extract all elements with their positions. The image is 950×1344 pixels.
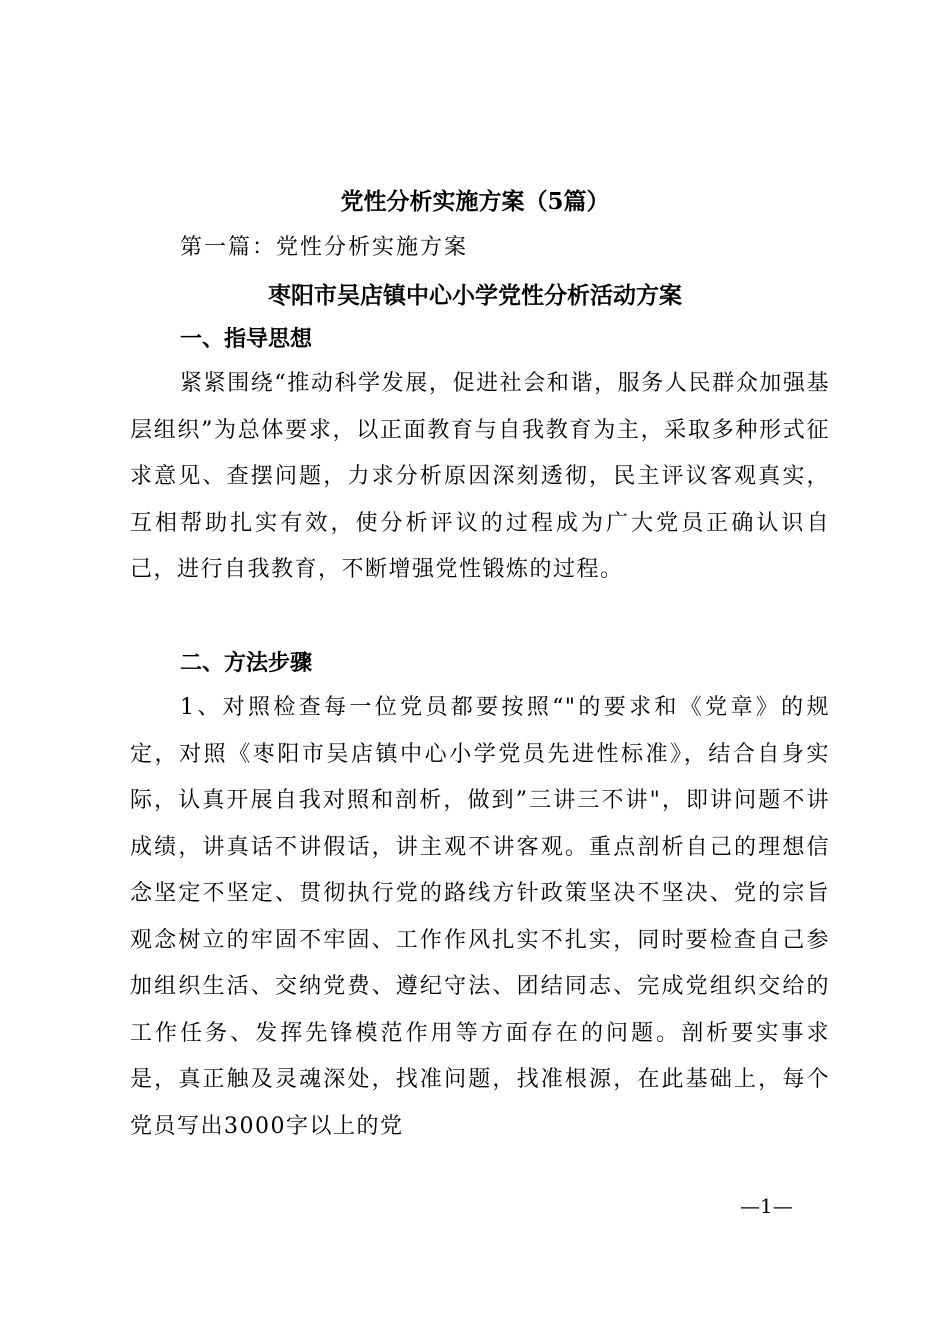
- paragraph-guiding-ideology: 紧紧围绕“推动科学发展，促进社会和谐，服务人民群众加强基层组织”为总体要求，以正面教育与自我教育为主，采取多种形式征求意见、查摆问题，力求分析原因深刻透彻，民主评议客观真实，互相帮助扎实有效，使分析评议的过程成为广大党员正确认识自己，进行自我教育，不断增强党性锻炼的过程。: [130, 371, 830, 582]
- document-subtitle: 第一篇：党性分析实施方案: [180, 235, 469, 260]
- paragraph-methods-steps: 1、对照检查每一位党员都要按照“"的要求和《党章》的规定，对照《枣阳市吴店镇中心小学党员先进性标准》，结合自身实际，认真开展自我对照和剖析，做到”三讲三不讲"，即讲问题不讲成绩，讲真话不讲假话，讲主观不讲客观。重点剖析自己的理想信念坚定不坚定、贯彻执行党的路线方针政策坚决不坚决、党的宗旨观念树立的牢固不牢固、工作作风扎实不扎实，同时要检查自己参加组织生活、交纳党费、遵纪守法、团结同志、完成党组织交给的工作任务、发挥先锋模范作用等方面存在的问题。剖析要实事求是，真正触及灵魂深处，找准问题，找准根源，在此基础上，每个党员写出3000字以上的党: [130, 695, 830, 1139]
- section-heading-methods-steps: 二、方法步骤: [180, 651, 313, 676]
- main-heading: 枣阳市吴店镇中心小学党性分析活动方案: [268, 282, 682, 309]
- section-heading-guiding-ideology: 一、指导思想: [180, 327, 313, 352]
- document-title: 党性分析实施方案（5篇）: [340, 188, 610, 215]
- page-number: —1—: [740, 1194, 793, 1218]
